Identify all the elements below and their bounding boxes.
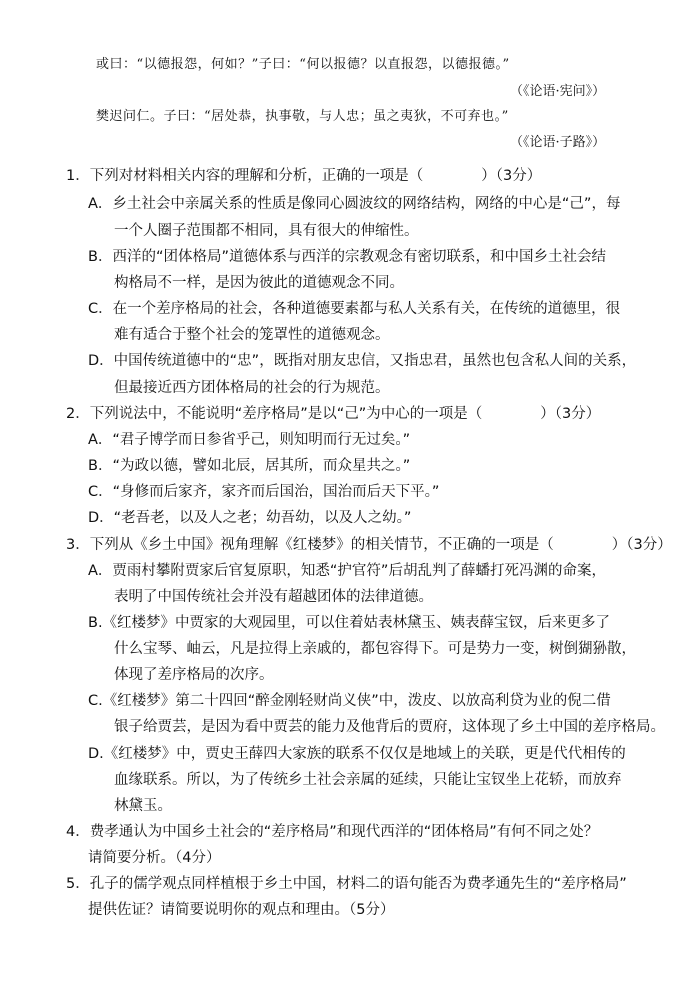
- quote-2: 樊迟问仁。子曰：“居处恭，执事敬，与人忠；虽之夷狄，不可弃也。”: [96, 109, 509, 124]
- question-3-option-b-line-2: 什么宝琴、岫云，凡是拉得上亲戚的，都包容得下。可是势力一变，树倒猢狲散，: [114, 641, 636, 657]
- quote-1-source: （《论语·宪问》）: [510, 84, 606, 99]
- question-3-option-b-line-1: B.《红楼梦》中贾家的大观园里，可以住着姑表林黛玉、姨表薛宝钗，后来更多了: [88, 615, 611, 631]
- question-3-option-d-line-1: D.《红楼梦》中，贾史王薛四大家族的联系不仅仅是地域上的关联，更是代代相传的: [88, 746, 626, 762]
- question-2-option-b: B．“为政以德，譬如北辰，居其所，而众星共之。”: [88, 458, 411, 474]
- question-2-option-d: D．“老吾老，以及人之老；幼吾幼，以及人之幼。”: [88, 510, 412, 526]
- question-2-option-a: A．“君子博学而日参省乎己，则知明而行无过矣。”: [88, 432, 411, 448]
- question-3-option-a-line-1: A．贾雨村攀附贾家后官复原职，知悉“护官符”后胡乱判了薛蟠打死冯渊的命案，: [88, 563, 606, 579]
- question-3-option-b-line-3: 体现了差序格局的次序。: [114, 667, 274, 683]
- question-4-continuation: 请简要分析。（4分）: [88, 850, 221, 866]
- question-3-stem: 3．下列从《乡土中国》视角理解《红楼梦》的相关情节，不正确的一项是（ ）（3分）: [66, 537, 672, 553]
- question-2-option-c: C．“身修而后家齐，家齐而后国治，国治而后天下平。”: [88, 484, 440, 500]
- question-5-stem: 5．孔子的儒学观点同样植根于乡土中国，材料二的语句能否为费孝通先生的“差序格局”: [66, 876, 627, 892]
- question-5-continuation: 提供佐证？请简要说明你的观点和理由。（5分）: [88, 902, 395, 918]
- question-3-option-d-line-2: 血缘联系。所以，为了传统乡土社会亲属的延续，只能让宝钗坐上花轿，而放弃: [114, 772, 622, 788]
- quote-1: 或曰：“以德报怨，何如？”子曰：“何以报德？以直报怨，以德报德。”: [96, 57, 510, 72]
- question-1-option-c-line-1: C．在一个差序格局的社会，各种道德要素都与私人关系有关，在传统的道德里，很: [88, 301, 621, 317]
- question-3-option-a-line-2: 表明了中国传统社会并没有超越团体的法律道德。: [114, 589, 433, 605]
- question-1-option-c-line-2: 难有适合于整个社会的笼罩性的道德观念。: [114, 327, 390, 343]
- quote-2-source: （《论语·子路》）: [510, 135, 606, 150]
- question-2-stem: 2．下列说法中，不能说明“差序格局”是以“己”为中心的一项是（ ）（3分）: [66, 406, 601, 422]
- question-1-stem: 1．下列对材料相关内容的理解和分析，正确的一项是（ ）（3分）: [66, 168, 542, 184]
- question-1-option-a-line-2: 一个人圈子范围都不相同，具有很大的伸缩性。: [114, 223, 419, 239]
- question-1-option-d-line-1: D．中国传统道德中的“忠”，既指对朋友忠信，又指忠君，虽然也包含私人间的关系，: [88, 353, 637, 369]
- question-1-option-b-line-1: B．西洋的“团体格局”道德体系与西洋的宗教观念有密切联系，和中国乡土社会结: [88, 249, 606, 265]
- question-1-option-b-line-2: 构格局不一样，是因为彼此的道德观念不同。: [114, 275, 404, 291]
- question-4-stem: 4．费孝通认为中国乡土社会的“差序格局”和现代西洋的“团体格局”有何不同之处？: [66, 824, 599, 840]
- question-3-option-c-line-1: C.《红楼梦》第二十四回“醉金刚轻财尚义侠”中，泼皮、以放高利贷为业的倪二借: [88, 693, 611, 709]
- question-1-option-d-line-2: 但最接近西方团体格局的社会的行为规范。: [114, 380, 390, 396]
- question-3-option-d-line-3: 林黛玉。: [114, 798, 172, 814]
- question-1-option-a-line-1: A．乡土社会中亲属关系的性质是像同心圆波纹的网络结构，网络的中心是“己”，每: [88, 196, 621, 212]
- question-3-option-c-line-2: 银子给贾芸，是因为看中贾芸的能力及他背后的贾府，这体现了乡土中国的差序格局。: [114, 719, 665, 735]
